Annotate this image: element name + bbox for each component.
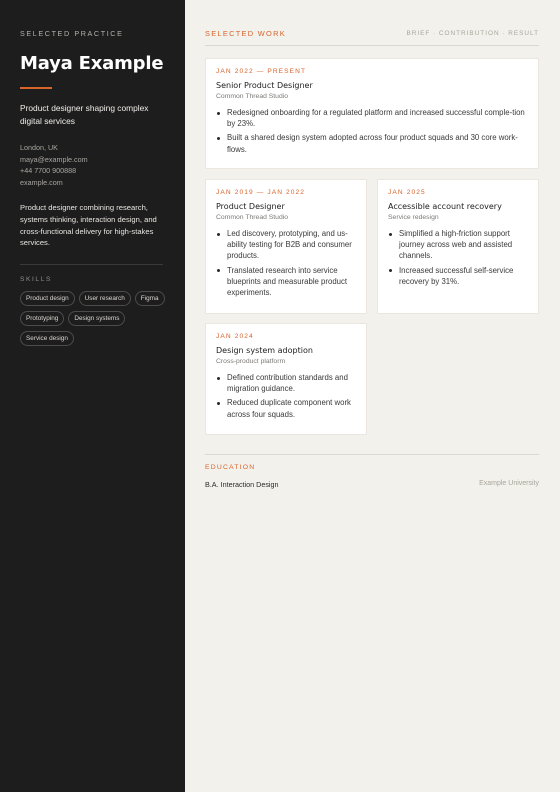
card-date: JAN 2019 — JAN 2022 [216, 189, 306, 196]
card-date: JAN 2025 [388, 189, 426, 196]
card-org: Common Thread Studio [216, 214, 289, 221]
summary: Product designer combining research, systems thinking, interaction design, and cross-functional delivery for high-stakes services. [20, 203, 157, 248]
card-date: JAN 2024 [216, 333, 254, 340]
education-divider [205, 454, 539, 455]
contact-location: London, UK [20, 143, 58, 152]
card-org: Common Thread Studio [216, 93, 289, 100]
card-org: Service redesign [388, 214, 439, 221]
section-legend: BRIEF · CONTRIBUTION · RESULT [406, 30, 539, 37]
card-bullets [388, 228, 528, 287]
skill-chip: Product design [20, 291, 75, 306]
contact-block [20, 142, 165, 188]
education-degree: B.A. Interaction Design [205, 480, 279, 489]
skill-chip: User research [79, 291, 131, 306]
skills-list [20, 291, 170, 346]
contact-phone[interactable]: +44 7700 900888 [20, 166, 77, 176]
card-org: Cross-product platform [216, 358, 286, 365]
sidebar [0, 0, 185, 792]
bullet-item: Built a shared design system adopted across four product squads and 30 core work-flows. [216, 132, 528, 154]
skill-chip: Service design [20, 331, 74, 346]
section-title: SELECTED WORK [205, 29, 286, 38]
skill-chip: Design systems [68, 311, 125, 326]
section-header [205, 29, 539, 46]
sidebar-divider [20, 264, 163, 265]
skills-title: SKILLS [20, 275, 52, 283]
accent-rule [20, 87, 52, 89]
card-title: Accessible account recovery [388, 202, 502, 211]
card-bullets [216, 372, 356, 420]
education-school: Example University [479, 480, 539, 487]
card-title: Product Designer [216, 202, 285, 211]
bullet-item: Defined contribution standards and migration guidance. [216, 372, 356, 394]
bullet-item: Simplified a high-friction support journey across web and assisted channels. [388, 228, 528, 262]
card-bullets [216, 228, 356, 298]
sidebar-eyebrow: SELECTED PRACTICE [20, 29, 124, 38]
skill-chip: Prototyping [20, 311, 64, 326]
person-name: Maya Example [20, 53, 164, 74]
card-date: JAN 2022 — PRESENT [216, 68, 307, 75]
education-title: EDUCATION [205, 464, 256, 471]
work-card [377, 179, 539, 314]
card-title: Design system adoption [216, 346, 313, 355]
card-bullets [216, 107, 528, 155]
skill-chip: Figma [135, 291, 165, 306]
tagline: Product designer shaping complex digital services [20, 103, 149, 126]
bullet-item: Increased successful self-service recovery by 31%. [388, 265, 528, 287]
contact-email[interactable]: maya@example.com [20, 154, 88, 164]
card-title: Senior Product Designer [216, 81, 313, 90]
bullet-item: Reduced duplicate component work across four squads. [216, 397, 356, 419]
bullet-item: Led discovery, prototyping, and us-ability testing for B2B and consumer products. [216, 228, 356, 262]
contact-website[interactable]: example.com [20, 177, 63, 187]
bullet-item: Translated research into service blueprints and measurable product experiments. [216, 265, 356, 299]
work-card [205, 179, 367, 314]
work-card [205, 58, 539, 169]
bullet-item: Redesigned onboarding for a regulated platform and increased successful comple-tion by 23%. [216, 107, 528, 129]
work-card [205, 323, 367, 435]
